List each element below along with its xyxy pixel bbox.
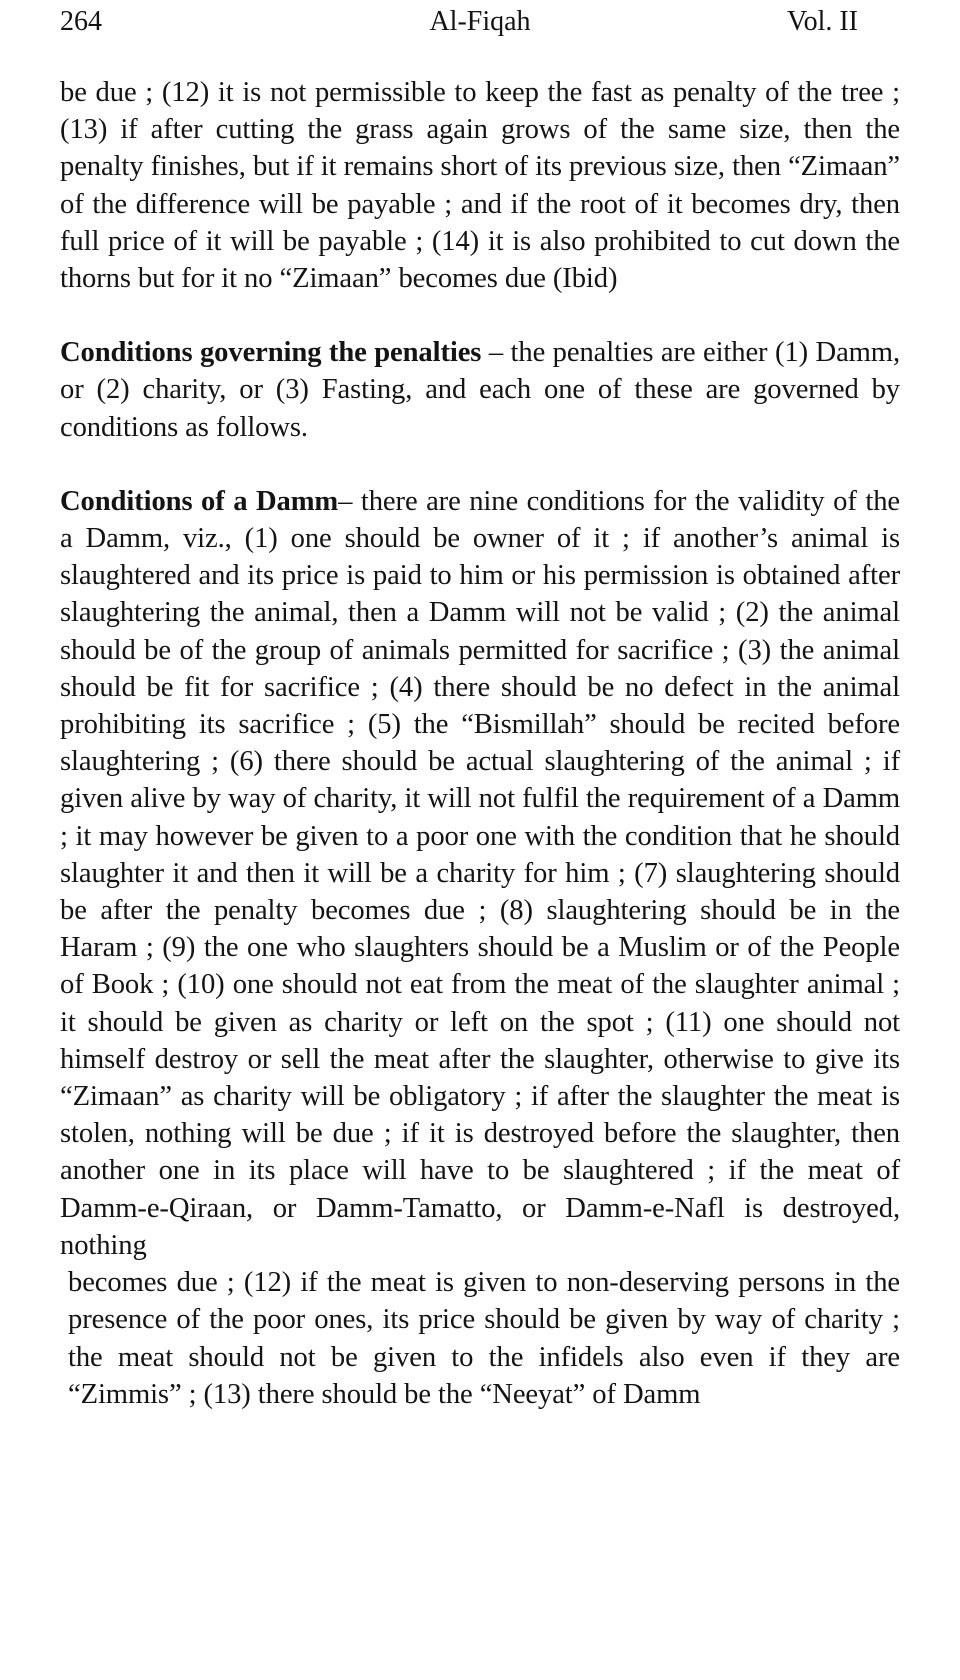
paragraph-penalty-tree bbox=[60, 74, 900, 297]
section-heading-damm: Conditions of a Damm bbox=[60, 485, 339, 517]
paragraph-conditions-damm bbox=[60, 483, 900, 1264]
paragraph-conditions-penalties bbox=[60, 334, 900, 446]
section-heading-penalties: Conditions governing the penalties bbox=[60, 337, 482, 369]
paragraph-text: – there are nine conditions for the validity of the a Damm, viz., (1) one should be owner of it ; if another’s animal is slaughtered and its price is paid to him or his permission is obtained after slaughtering the animal, then a Damm will not be valid ; (2) the animal should be of the group of animals permitted for sacrifice ; (3) the animal should be fit for sacrifice ; (4) there should be no defect in the animal prohibiting its sacrifice ; (5) the “Bismillah” should be recited before slaughtering ; (6) there should be actual slaughtering of the animal ; if given alive by way of charity, it will not fulfil the requirement of a Damm ; it may however be given to a poor one with the condition that he should slaughter it and then it will be a charity for him ; (7) slaughtering should be after the penalty becomes due ; (8) slaughtering should be in the Haram ; (9) the one who slaughters should be a Muslim or of the People of Book ; (10) one should not eat from the meat of the slaughter animal ; it should be given as charity or left on the spot ; (11) one should not himself destroy or sell the meat after the slaughter, otherwise to give its “Zimaan” as charity will be obligatory ; if after the slaughter the meat is stolen, nothing will be due ; if it is destroyed before the slaughter, then another one in its place will have to be slaughtered ; if the meat of Damm-e-Qiraan, or Damm-Tamatto, or Damm-e-Nafl is destroyed, nothing bbox=[60, 485, 900, 1261]
paragraph-text: becomes due ; (12) if the meat is given to non-deserving persons in the presence of the poor ones, its price should be given by way of charity ; the meat should not be given to the infidels also even if they are “Zimmis” ; (13) there should be the “Neeyat” of Damm bbox=[68, 1267, 900, 1410]
paragraph-damm-continued bbox=[60, 1264, 900, 1413]
book-page bbox=[60, 0, 900, 1413]
paragraph-text: be due ; (12) it is not permissible to keep the fast as penalty of the tree ; (13) if after cutting the grass again grows of the same size, then the penalty finishes, but if it remains short of its previous size, then “Zimaan” of the difference will be payable ; and if the root of it becomes dry, then full price of it will be payable ; (14) it is also prohibited to cut down the thorns but for it no “Zimaan” becomes due (Ibid) bbox=[60, 77, 900, 295]
running-title: Al-Fiqah bbox=[429, 6, 531, 37]
paragraph-text: – the penalties are either (1) Damm, or (2) charity, or (3) Fasting, and each one of these are governed by conditions as follows. bbox=[60, 337, 900, 443]
running-header bbox=[60, 0, 900, 44]
volume-label: Vol. II bbox=[786, 6, 858, 37]
page-number: 264 bbox=[60, 6, 102, 37]
